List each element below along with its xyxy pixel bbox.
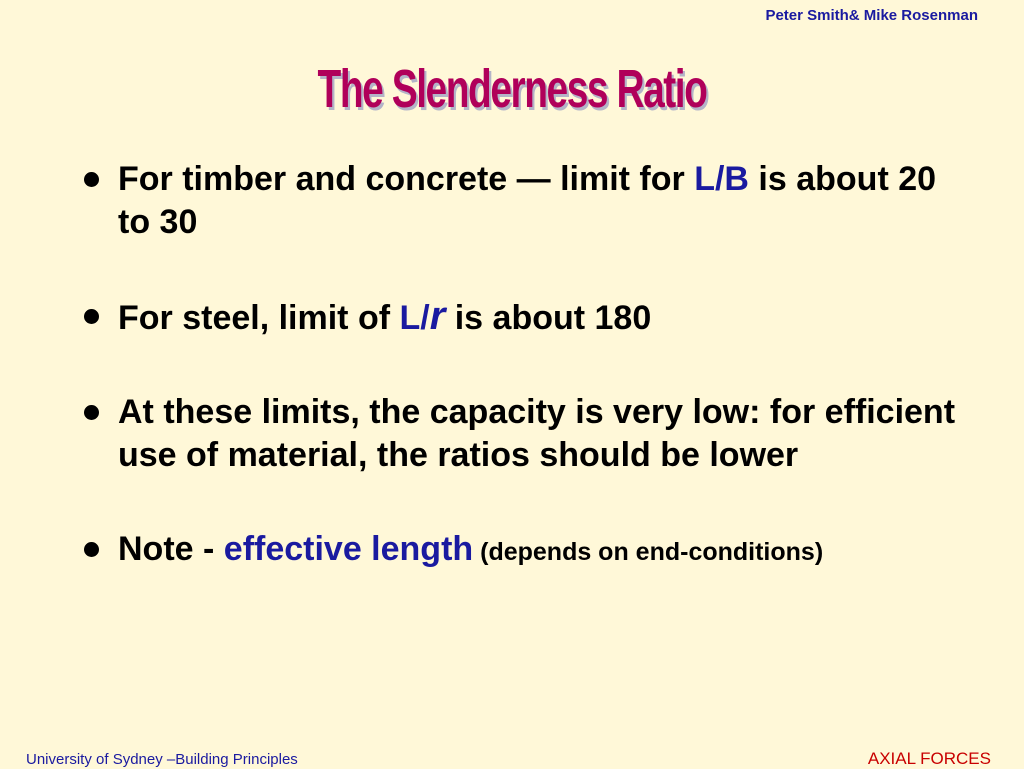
bullet-list: [78, 158, 958, 574]
ratio-r-symbol: r: [429, 294, 446, 338]
effective-length-term: effective length: [223, 530, 474, 568]
ratio-l-over: L/: [399, 299, 430, 337]
bullet-item-steel: [78, 295, 958, 340]
bullet-item-note: [78, 528, 958, 574]
bullet-dot-icon: [84, 172, 99, 187]
bullet-text: For steel, limit of: [118, 299, 400, 337]
slide-title: The Slenderness Ratio: [317, 59, 707, 119]
bullet-text: At these limits, the capacity is very low: for efficient use of material, the ratios should be lower: [118, 393, 956, 474]
footer-course: University of Sydney –Building Principles: [26, 751, 298, 768]
ratio-l-over-b: L/B: [694, 160, 749, 198]
bullet-dot-icon: [84, 405, 99, 420]
bullet-text: For timber and concrete — limit for: [118, 160, 695, 198]
bullet-text: is about 180: [445, 299, 652, 337]
bullet-text: Note -: [118, 530, 224, 568]
bullet-note-small: (depends on end-conditions): [473, 538, 824, 566]
bullet-dot-icon: [84, 309, 99, 324]
slide-authors: Peter Smith& Mike Rosenman: [765, 7, 978, 24]
bullet-item-timber-concrete: [78, 158, 958, 244]
footer-section: AXIAL FORCES: [867, 749, 991, 768]
bullet-item-limits: [78, 391, 958, 477]
bullet-dot-icon: [84, 542, 99, 557]
bullet-text: is about 20 to 30: [118, 160, 937, 241]
